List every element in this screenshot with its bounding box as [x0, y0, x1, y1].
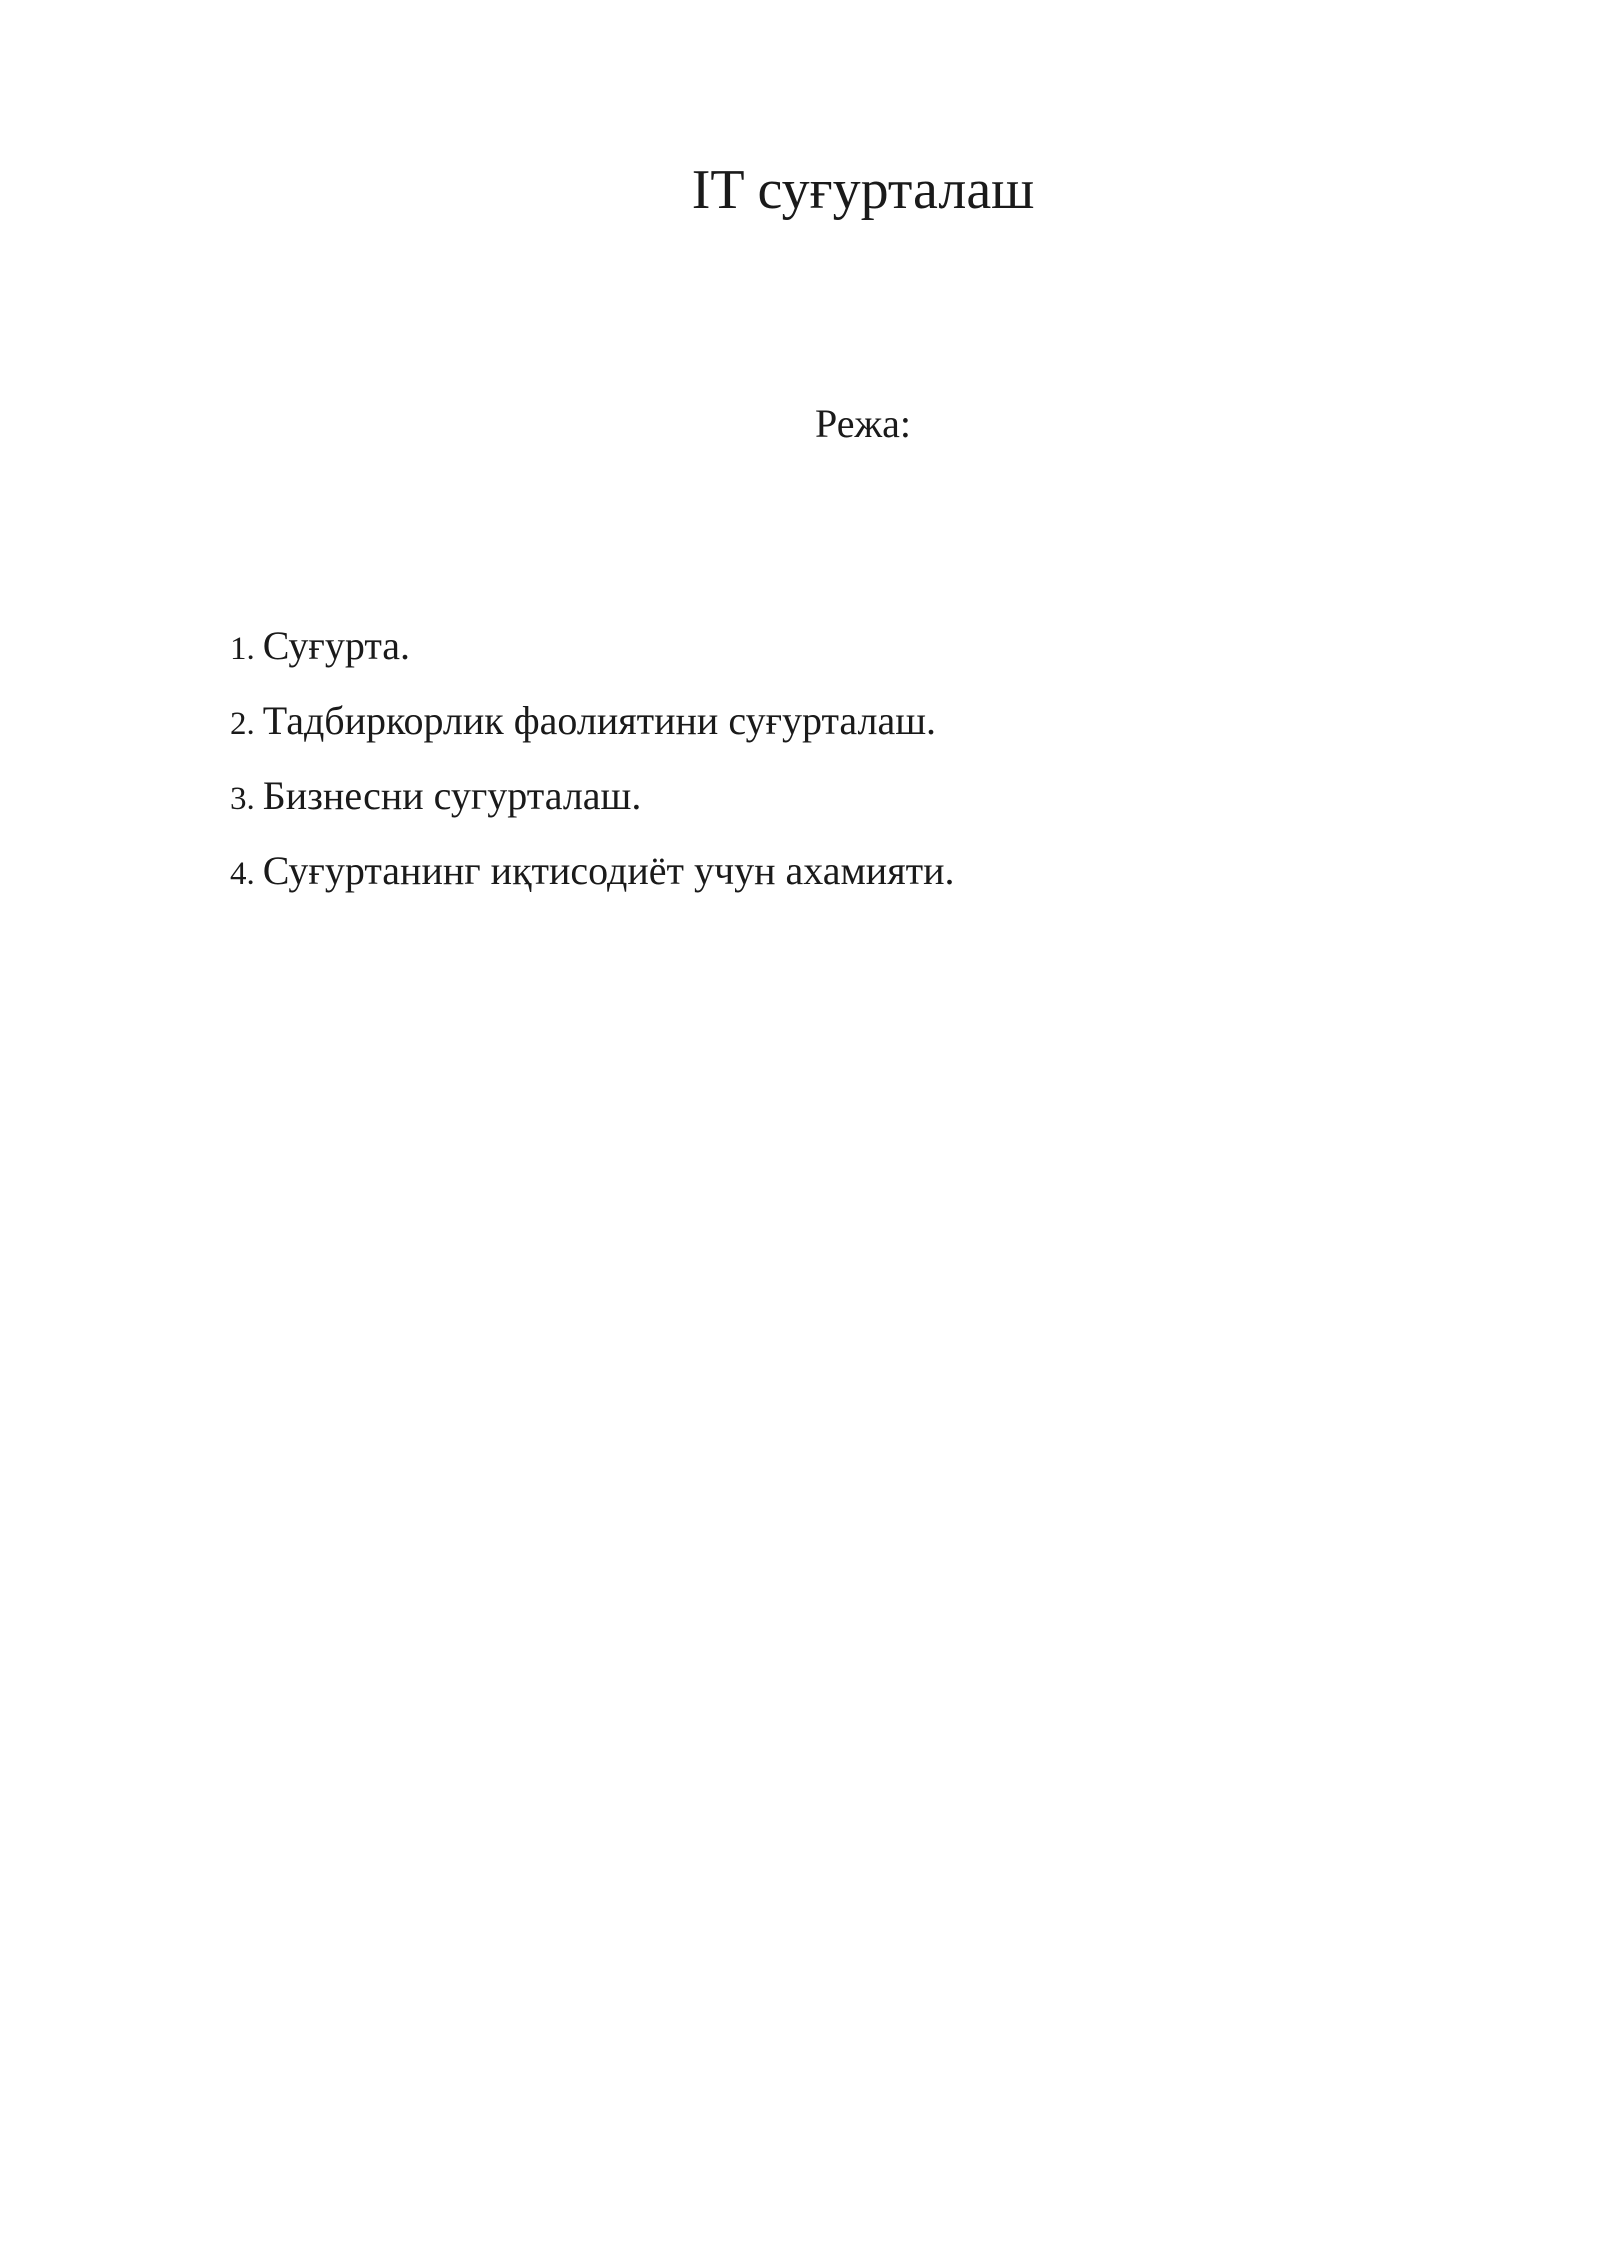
list-item-number: 1.	[230, 631, 255, 667]
list-item-text: Тадбиркорлик фаолиятини суғурталаш.	[262, 698, 937, 743]
list-item-number: 3.	[230, 781, 255, 817]
list-item-text: Бизнесни сугурталаш.	[262, 773, 642, 818]
list-item	[230, 693, 955, 768]
list-item-number: 4.	[230, 856, 255, 892]
list-item-number: 2.	[230, 706, 255, 742]
list-item	[230, 843, 955, 918]
document-title: IT суғурталаш	[691, 159, 1035, 221]
plan-heading: Режа:	[815, 401, 911, 446]
plan-list	[230, 618, 955, 918]
list-item-text: Суғурта.	[262, 623, 411, 668]
list-item-text: Суғуртанинг иқтисодиёт учун ахамияти.	[262, 848, 955, 893]
list-item	[230, 768, 955, 843]
list-item	[230, 618, 955, 693]
